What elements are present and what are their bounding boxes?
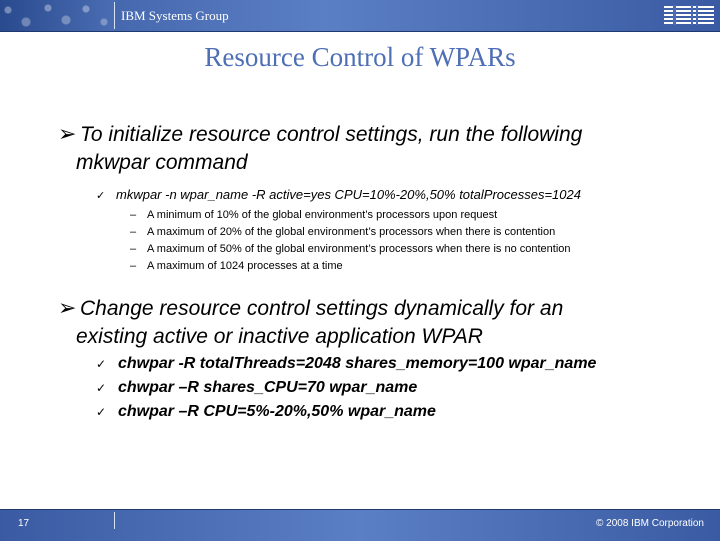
dash-icon: – xyxy=(130,243,137,255)
copyright: © 2008 IBM Corporation xyxy=(596,518,704,529)
detail-text: A maximum of 20% of the global environment’s processors when there is contention xyxy=(147,226,556,238)
chwpar-command xyxy=(96,355,596,373)
footer-divider xyxy=(114,512,115,529)
header-divider xyxy=(114,2,115,29)
footer-bar xyxy=(0,509,720,541)
detail-item xyxy=(130,209,497,221)
dash-icon: – xyxy=(130,209,137,221)
ibm-logo-icon xyxy=(664,5,714,25)
bullet-line: existing active or inactive application WPAR xyxy=(76,325,483,348)
chwpar-command xyxy=(96,379,417,397)
detail-item xyxy=(130,260,343,272)
header-bar xyxy=(0,0,720,32)
header-texture xyxy=(0,0,115,31)
dash-icon: – xyxy=(130,260,137,272)
detail-item xyxy=(130,243,571,255)
bullet-initialize xyxy=(58,121,582,177)
command-text: chwpar –R shares_CPU=70 wpar_name xyxy=(118,379,418,396)
page-number: 17 xyxy=(18,518,30,529)
arrow-bullet-icon: ➢ xyxy=(58,122,77,147)
checkmark-icon: ✓ xyxy=(96,189,106,202)
bullet-line: To initialize resource control settings, run the following xyxy=(80,123,583,146)
command-text: chwpar -R totalThreads=2048 shares_memory=100 wpar_name xyxy=(118,355,597,372)
header-title: IBM Systems Group xyxy=(121,8,229,23)
bullet-change xyxy=(58,295,563,351)
detail-text: A maximum of 50% of the global environment’s processors when there is no contention xyxy=(147,243,571,255)
command-text: chwpar –R CPU=5%-20%,50% wpar_name xyxy=(118,403,436,420)
checkmark-icon: ✓ xyxy=(96,357,107,371)
dash-icon: – xyxy=(130,226,137,238)
checkmark-icon: ✓ xyxy=(96,405,107,419)
detail-text: A maximum of 1024 processes at a time xyxy=(147,260,343,272)
bullet-line: Change resource control settings dynamically for an xyxy=(80,297,564,320)
detail-item xyxy=(130,226,555,238)
checkmark-icon: ✓ xyxy=(96,381,107,395)
command-text: mkwpar -n wpar_name -R active=yes CPU=10%-20%,50% totalProcesses=1024 xyxy=(116,187,581,202)
bullet-line: mkwpar command xyxy=(76,151,248,174)
chwpar-command xyxy=(96,403,436,421)
arrow-bullet-icon: ➢ xyxy=(58,296,77,321)
slide-title: Resource Control of WPARs xyxy=(204,42,516,72)
mkwpar-command xyxy=(96,187,581,202)
detail-text: A minimum of 10% of the global environment’s processors upon request xyxy=(147,209,498,221)
